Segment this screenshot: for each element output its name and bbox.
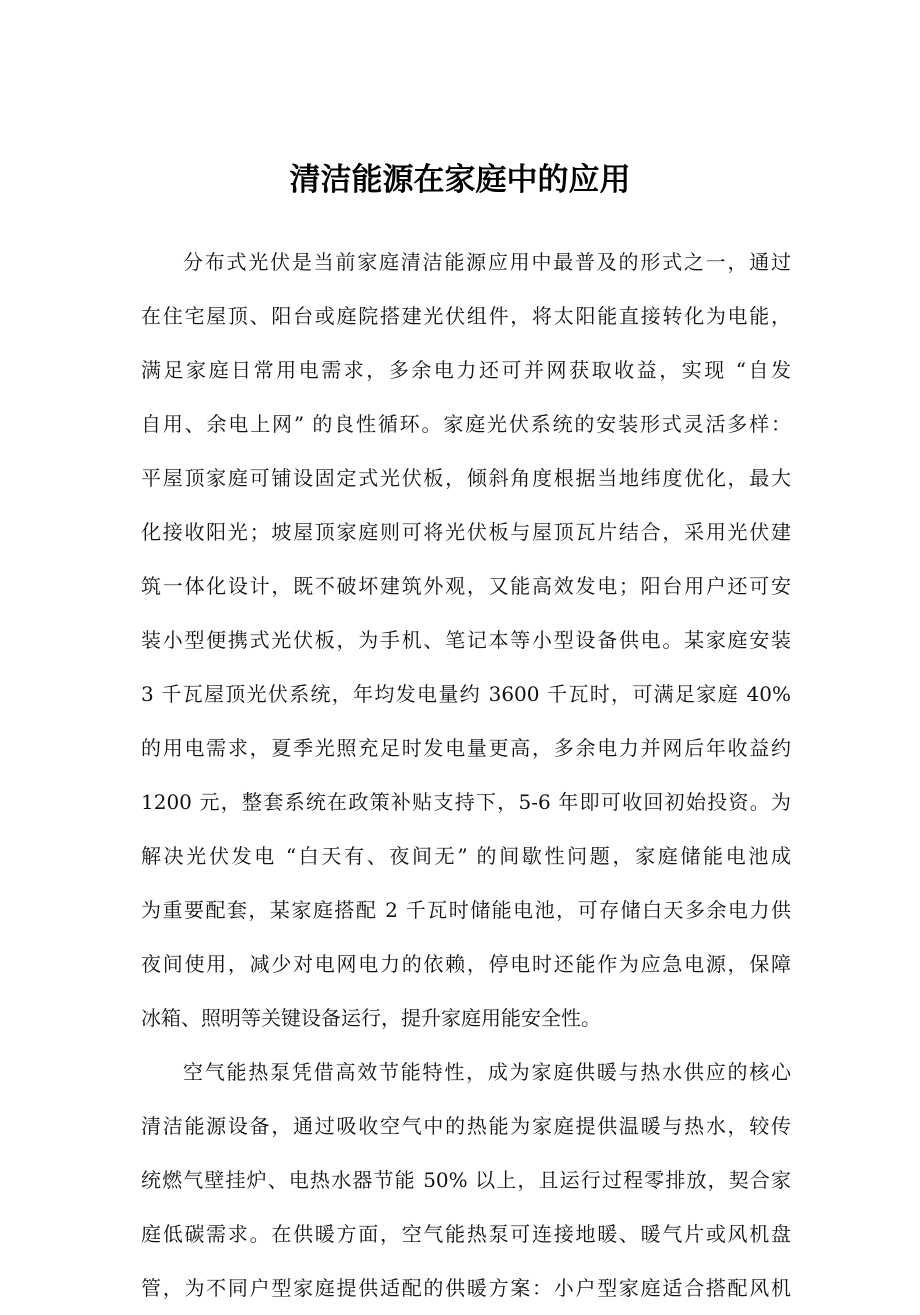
- text-line: 化接收阳光；坡屋顶家庭则可将光伏板与屋顶瓦片结合，采用光伏建: [141, 520, 791, 544]
- text-line: 平屋顶家庭可铺设固定式光伏板，倾斜角度根据当地纬度优化，最大: [141, 466, 791, 490]
- text-line: 解决光伏发电 “白天有、夜间无” 的间歇性问题，家庭储能电池成: [141, 844, 791, 868]
- text-line: 的用电需求，夏季光照充足时发电量更高，多余电力并网后年收益约: [141, 736, 791, 760]
- text-line: 管，为不同户型家庭提供适配的供暖方案：小户型家庭适合搭配风机: [141, 1276, 791, 1300]
- text-line: 自用、余电上网” 的良性循环。家庭光伏系统的安装形式灵活多样：: [141, 412, 791, 436]
- text-line: 清洁能源设备，通过吸收空气中的热能为家庭提供温暖与热水，较传: [141, 1114, 791, 1138]
- text-line: 夜间使用，减少对电网电力的依赖，停电时还能作为应急电源，保障: [141, 952, 791, 976]
- document-title: 清洁能源在家庭中的应用: [289, 162, 631, 198]
- text-line: 为重要配套，某家庭搭配 2 千瓦时储能电池，可存储白天多余电力供: [141, 898, 791, 922]
- text-line: 1200 元，整套系统在政策补贴支持下，5-6 年即可收回初始投资。为: [141, 790, 791, 814]
- text-line: 装小型便携式光伏板，为手机、笔记本等小型设备供电。某家庭安装: [141, 628, 791, 652]
- text-line: 在住宅屋顶、阳台或庭院搭建光伏组件，将太阳能直接转化为电能，: [141, 304, 791, 328]
- text-line: 冰箱、照明等关键设备运行，提升家庭用能安全性。: [141, 1006, 601, 1030]
- paragraph-solar: [141, 235, 791, 1045]
- text-line: 空气能热泵凭借高效节能特性，成为家庭供暖与热水供应的核心: [183, 1060, 791, 1084]
- text-line: 筑一体化设计，既不破坏建筑外观，又能高效发电；阳台用户还可安: [141, 574, 791, 598]
- text-line: 满足家庭日常用电需求，多余电力还可并网获取收益，实现 “自发: [141, 358, 791, 382]
- text-line: 庭低碳需求。在供暖方面，空气能热泵可连接地暖、暖气片或风机盘: [141, 1222, 791, 1246]
- paragraph-heat-pump: [141, 1045, 791, 1315]
- text-line: 统燃气壁挂炉、电热水器节能 50% 以上，且运行过程零排放，契合家: [141, 1168, 791, 1192]
- document-body: [141, 235, 791, 1315]
- text-line: 3 千瓦屋顶光伏系统，年均发电量约 3600 千瓦时，可满足家庭 40%: [141, 682, 791, 706]
- text-line: 分布式光伏是当前家庭清洁能源应用中最普及的形式之一，通过: [183, 250, 791, 274]
